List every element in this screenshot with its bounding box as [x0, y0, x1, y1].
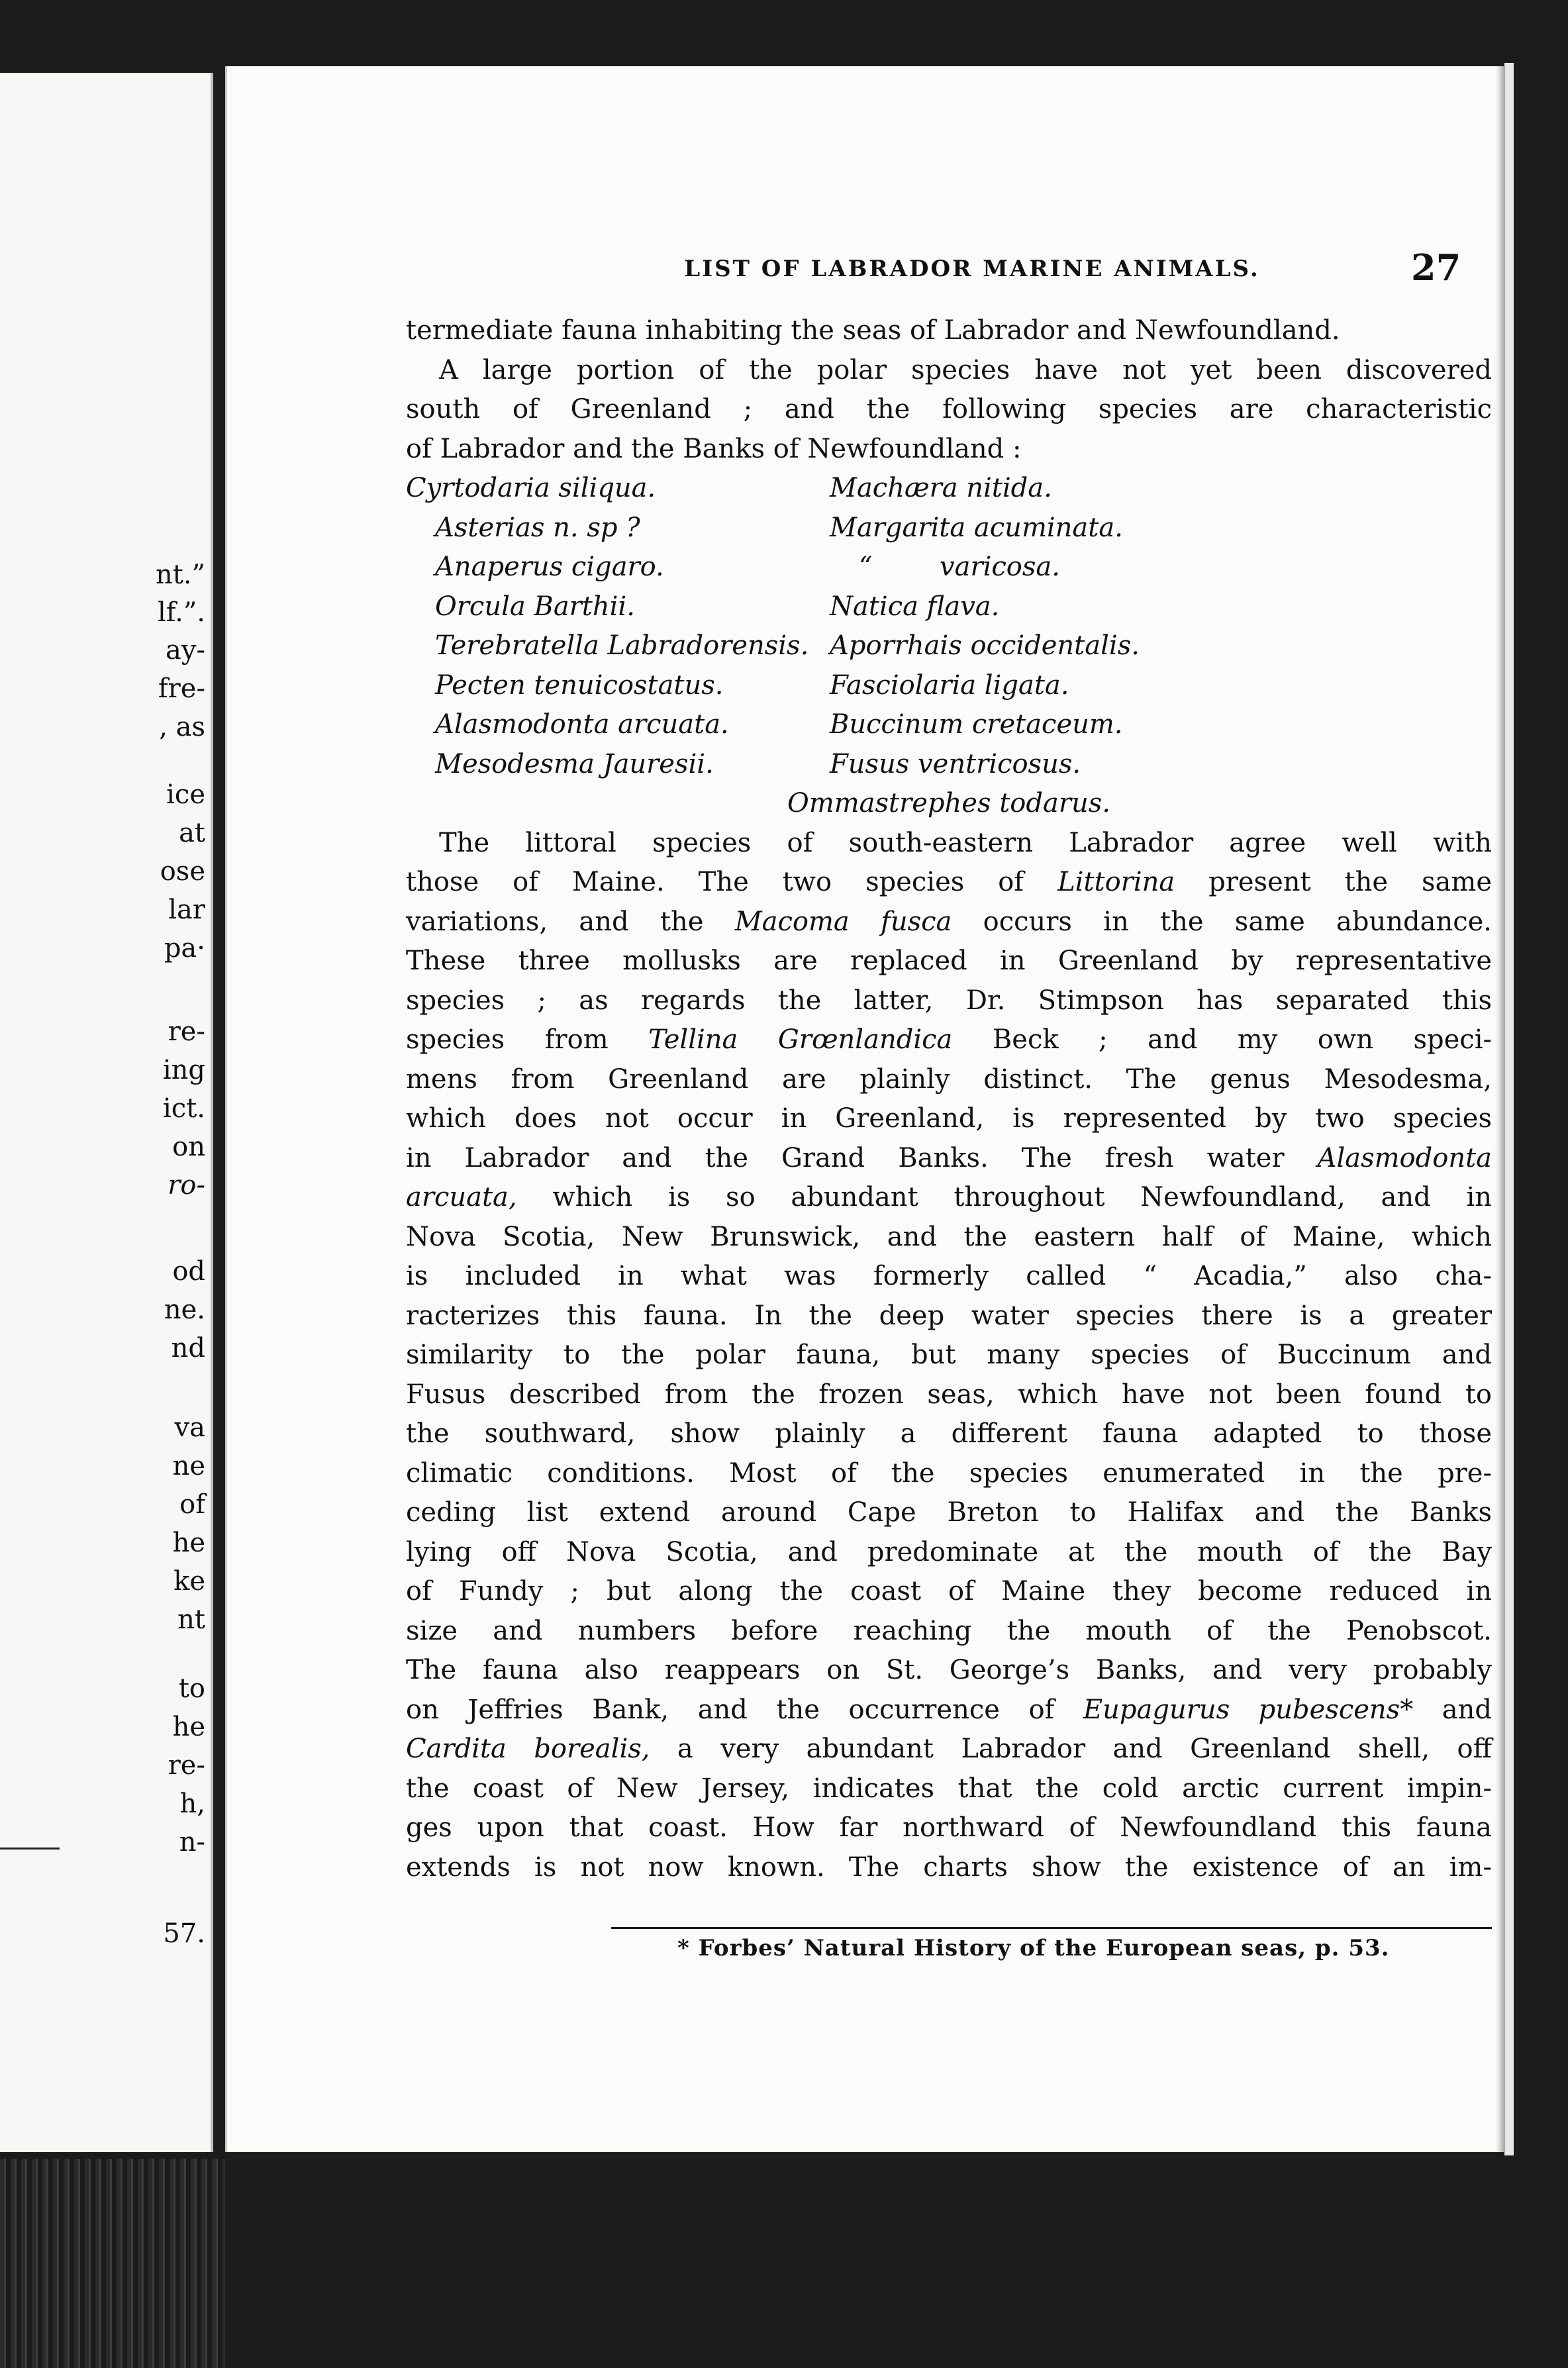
- running-head: LIST OF LABRADOR MARINE ANIMALS.: [684, 256, 1260, 282]
- text-line: on Jeffries Bank, and the occurrence of Eupagurus pubescens* and: [406, 1694, 1492, 1725]
- margin-fragment: ro-: [168, 1170, 205, 1201]
- species-row: [406, 705, 1492, 745]
- margin-fragment: ose: [160, 856, 205, 887]
- text-line: species from Tellina Grœnlandica Beck ; and my own speci-: [406, 1024, 1492, 1055]
- species-name: Fasciolaria ligata.: [830, 669, 1069, 701]
- margin-fragment: va: [174, 1412, 205, 1443]
- text-line: which does not occur in Greenland, is represented by two species: [406, 1103, 1492, 1134]
- species-name: Cyrtodaria siliqua.: [406, 473, 656, 503]
- margin-fragment: lar: [168, 895, 205, 925]
- species-name: Margarita acuminata.: [830, 512, 1123, 543]
- text-line: racterizes this fauna. In the deep water species there is a greater: [406, 1300, 1492, 1331]
- species-name: Asterias n. sp ?: [435, 512, 640, 543]
- text-line: size and numbers before reaching the mouth of the Penobscot.: [406, 1615, 1492, 1646]
- species-row: [406, 587, 1492, 627]
- margin-fragment: he: [172, 1528, 205, 1558]
- margin-fragment: ne: [172, 1451, 205, 1481]
- margin-fragment: nt: [177, 1604, 205, 1635]
- margin-fragment: fre-: [158, 673, 205, 704]
- species-name: Orcula Barthii.: [435, 591, 635, 622]
- margin-fragment: nt.”: [156, 560, 205, 590]
- species-name: Machæra nitida.: [830, 473, 1052, 503]
- species-row: [406, 509, 1492, 548]
- body-text: [406, 311, 1492, 1887]
- margin-fragment: nd: [171, 1333, 205, 1363]
- species-name: Alasmodonta arcuata.: [435, 709, 729, 740]
- margin-fragment: re-: [168, 1016, 205, 1047]
- margin-fragment: h,: [179, 1789, 205, 1819]
- margin-fragment: , as: [159, 712, 205, 742]
- species-name-centered: Ommastrephes todarus.: [787, 788, 1110, 818]
- text-line: Fusus described from the frozen seas, which have not been found to: [406, 1379, 1492, 1410]
- text-line: species ; as regards the latter, Dr. Stimpson has separated this: [406, 985, 1492, 1016]
- species-name: Anaperus cigaro.: [435, 552, 664, 582]
- text-line: Nova Scotia, New Brunswick, and the eastern half of Maine, which: [406, 1221, 1492, 1252]
- text-line: Cardita borealis, a very abundant Labrador and Greenland shell, off: [406, 1734, 1492, 1764]
- text-line: ges upon that coast. How far northward of Newfoundland this fauna: [406, 1812, 1492, 1843]
- footnote-rule: [611, 1927, 1492, 1929]
- text-line: termediate fauna inhabiting the seas of Labrador and Newfoundland.: [406, 315, 1340, 346]
- margin-fragment: he: [172, 1712, 205, 1742]
- text-line: These three mollusks are replaced in Greenland by representative: [406, 946, 1492, 976]
- italic-taxon: arcuata,: [406, 1182, 517, 1212]
- text-line: extends is not now known. The charts show the existence of an im-: [406, 1851, 1492, 1883]
- text-line: variations, and the Macoma fusca occurs in the same abundance.: [406, 906, 1493, 937]
- species-row: [406, 745, 1492, 785]
- species-name: Buccinum cretaceum.: [830, 709, 1123, 740]
- footnote: * Forbes’ Natural History of the European seas, p. 53.: [677, 1935, 1390, 1961]
- italic-taxon: Tellina Grœnlandica: [648, 1024, 953, 1055]
- text-line: of Fundy ; but along the coast of Maine they become reduced in: [406, 1576, 1492, 1606]
- text-line: A large portion of the polar species have not yet been discovered: [439, 354, 1492, 385]
- species-name: Terebratella Labradorensis.: [435, 630, 809, 661]
- margin-fragment: of: [179, 1489, 205, 1520]
- species-row: [406, 548, 1492, 587]
- book-page: [225, 66, 1505, 2152]
- page-edge: [1504, 63, 1514, 2155]
- species-name: Aporrhais occidentalis.: [830, 630, 1140, 661]
- species-row: [406, 626, 1492, 666]
- margin-fragment: on: [172, 1132, 205, 1162]
- margin-fragment: 57.: [163, 1918, 205, 1949]
- italic-taxon: Cardita borealis,: [406, 1734, 650, 1764]
- text-line: mens from Greenland are plainly distinct. The genus Mesodesma,: [406, 1063, 1492, 1095]
- italic-taxon: Alasmodonta: [1317, 1142, 1492, 1173]
- margin-fragment: ing: [162, 1055, 205, 1085]
- text-line: south of Greenland ; and the following species are characteristic: [406, 394, 1492, 424]
- text-line: the southward, show plainly a different fauna adapted to those: [406, 1418, 1492, 1449]
- text-line: arcuata, which is so abundant throughout Newfoundland, and in: [406, 1182, 1492, 1212]
- text-line: climatic conditions. Most of the species enumerated in the pre-: [406, 1457, 1492, 1489]
- text-line: The littoral species of south-eastern Labrador agree well with: [439, 827, 1492, 858]
- text-line: The fauna also reappears on St. George’s Banks, and very probably: [406, 1655, 1492, 1685]
- margin-fragment: ict.: [163, 1093, 205, 1124]
- italic-taxon: Eupagurus pubescens*: [1083, 1694, 1414, 1725]
- margin-fragment: pa·: [164, 933, 205, 963]
- text-line: those of Maine. The two species of Littorina present the same: [406, 867, 1492, 897]
- margin-fragment: at: [179, 818, 205, 848]
- species-row: [406, 666, 1492, 706]
- text-line: is included in what was formerly called “ Acadia,” also cha-: [406, 1261, 1492, 1291]
- species-name: Pecten tenuicostatus.: [435, 669, 724, 701]
- margin-fragment: ay-: [166, 635, 205, 666]
- species-name: Fusus ventricosus.: [830, 748, 1081, 779]
- italic-taxon: Macoma fusca: [734, 906, 952, 937]
- text-line: of Labrador and the Banks of Newfoundland :: [406, 433, 1022, 464]
- margin-fragment: od: [172, 1256, 205, 1287]
- species-name: Mesodesma Jauresii.: [435, 748, 714, 779]
- margin-fragment: ne.: [164, 1295, 205, 1325]
- italic-taxon: Littorina: [1057, 867, 1175, 897]
- species-name: Natica flava.: [830, 591, 1000, 622]
- page-number: 27: [1411, 246, 1461, 289]
- margin-fragment: lf.”.: [157, 597, 205, 628]
- text-line: the coast of New Jersey, indicates that the cold arctic current impin-: [406, 1773, 1492, 1804]
- left-page-fragment: [0, 73, 213, 2152]
- margin-fragment: ke: [173, 1566, 205, 1597]
- margin-fragment: ice: [166, 779, 205, 810]
- text-line: similarity to the polar fauna, but many species of Buccinum and: [406, 1340, 1492, 1370]
- species-name: “ varicosa.: [858, 552, 1060, 582]
- text-line: ceding list extend around Cape Breton to Halifax and the Banks: [406, 1497, 1492, 1528]
- margin-fragment: to: [178, 1673, 205, 1704]
- margin-fragment: re-: [168, 1750, 205, 1781]
- page-header: [227, 246, 1505, 302]
- margin-fragment: n-: [179, 1827, 205, 1857]
- text-line: in Labrador and the Grand Banks. The fresh water Alasmodonta: [406, 1142, 1492, 1173]
- book-binding: [0, 2159, 225, 2368]
- species-row: [406, 469, 1492, 509]
- margin-rule: [0, 1848, 60, 1850]
- text-line: lying off Nova Scotia, and predominate at the mouth of the Bay: [406, 1536, 1492, 1567]
